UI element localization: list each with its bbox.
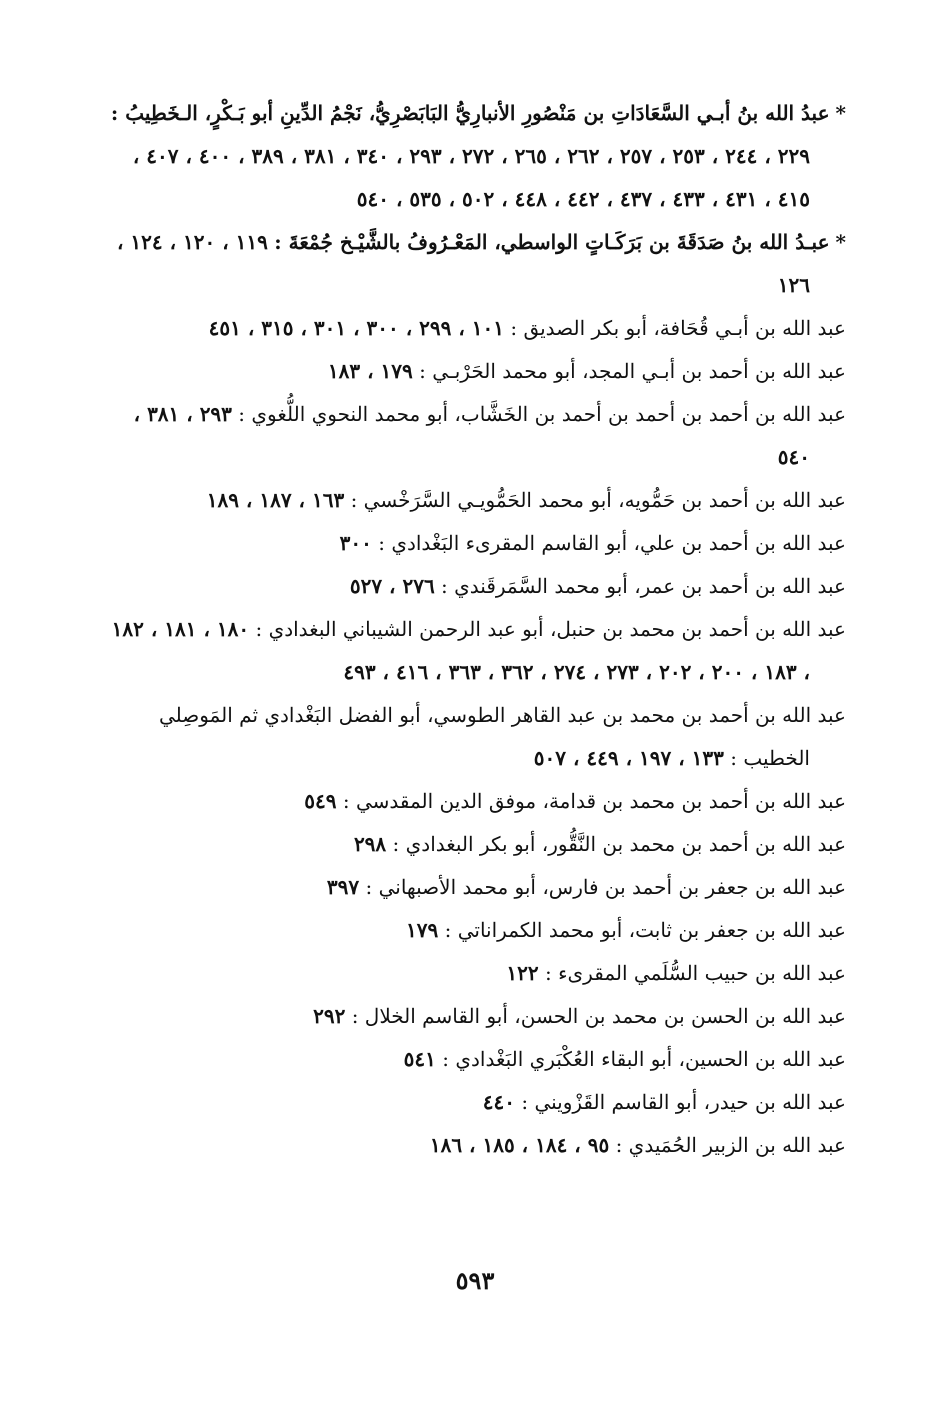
entry-name: عبد الله بن جعفر بن أحمد بن فارس، أبو محمد الأصبهاني : xyxy=(365,875,846,899)
index-entry xyxy=(100,1038,846,1081)
entry-name: عبـدُ الله بنُ صَدَقَةَ بن بَرَكَـاتٍ الواسطي، المَعْـرُوفُ بالشَّيْـخ جُمْعَةَ : xyxy=(274,230,830,254)
entry-marker: * xyxy=(835,230,846,254)
entry-name: عبد الله بن أبـي قُحَافة، أبو بكر الصديق : xyxy=(510,316,846,340)
index-entry xyxy=(100,522,846,565)
entry-pages: ٢٩٨ xyxy=(353,832,387,856)
index-page xyxy=(100,92,846,1167)
entry-name: عبد الله بن الزبير الحُمَيدي : xyxy=(615,1133,846,1157)
entry-pages: ٣٩٧ xyxy=(326,875,360,899)
entry-pages: ١٢٢ xyxy=(506,961,539,985)
entry-name: عبد الله بن أحمد بن أبـي المجد، أبو محمد الحَرْبـي : xyxy=(419,359,846,383)
entry-name: عبد الله بن أحمد بن محمد بن النَّقُّور، أبو بكر البغدادي : xyxy=(392,832,846,856)
entry-name: عبد الله بن أحمد بن علي، أبو القاسم المقرىء البَغْدادي : xyxy=(378,531,846,555)
page-number: ٥٩٣ xyxy=(455,1266,495,1295)
entry-pages: ٥٤٩ xyxy=(304,789,337,813)
index-entry xyxy=(100,866,846,909)
entry-pages: ١٧٩ ، ١٨٣ xyxy=(327,359,413,383)
entry-name: عبد الله بن الحسن بن محمد بن الحسن، أبو القاسم الخلال : xyxy=(351,1004,846,1028)
entry-name: عبد الله بن الحسين، أبو البقاء العُكْبَري البَغْدادي : xyxy=(442,1047,846,1071)
index-entry xyxy=(100,221,846,307)
entry-pages: ٢٩٣ ، ٣٨١ ، ٥٤٠ xyxy=(133,402,810,469)
index-entry xyxy=(100,307,846,350)
index-entry xyxy=(100,995,846,1038)
entry-name: عبد الله بن أحمد بن محمد بن عبد القاهر الطوسي، أبو الفضل البَغْدادي ثم المَوصِلي الخطيب : xyxy=(158,703,846,770)
index-entry xyxy=(100,565,846,608)
index-entry xyxy=(100,909,846,952)
entry-pages: ١٧٩ xyxy=(406,918,439,942)
entry-pages: ٣٠٠ xyxy=(339,531,372,555)
entry-pages: ١٣٣ ، ١٩٧ ، ٤٤٩ ، ٥٠٧ xyxy=(533,746,724,770)
index-entry xyxy=(100,393,846,479)
entry-name: عبد الله بن أحمد بن أحمد بن أحمد بن الخَشَّاب، أبو محمد النحوي اللُّغوي : xyxy=(238,402,846,426)
entry-pages: ٢٢٩ ، ٢٤٤ ، ٢٥٣ ، ٢٥٧ ، ٢٦٢ ، ٢٦٥ ، ٢٧٢ ، ٢٩٣ ، ٣٤٠ ، ٣٨١ ، ٣٨٩ ، ٤٠٠ ، ٤٠٧ ، ٤١٥ ، ٤٣١ ، ٤٣٣ ، ٤٣٧ ، ٤٤٢ ، ٤٤٨ ، ٥٠٢ ، ٥٣٥ ، ٥٤٠ xyxy=(132,144,810,211)
entry-pages: ٢٧٦ ، ٥٢٧ xyxy=(349,574,435,598)
entry-name: عبد الله بن جعفر بن ثابت، أبو محمد الكمراناتي : xyxy=(444,918,846,942)
index-entry xyxy=(100,1081,846,1124)
entry-name: عبد الله بن حبيب السُّلَمي المقرىء : xyxy=(545,961,846,985)
index-entry xyxy=(100,608,846,694)
entry-pages: ٤٤٠ xyxy=(482,1090,516,1114)
entry-name: عبدُ الله بنُ أبـي السَّعَادَاتِ بن مَنْصُورِ الأنبارِيُّ البَابَصْرِيُّ، نَجْمُ الدِّينِ أبو بَـكْرٍ، الـخَطِيبُ : xyxy=(110,101,830,125)
entry-name: عبد الله بن حيدر، أبو القاسم القَزْويني : xyxy=(521,1090,846,1114)
entry-pages: ١٦٣ ، ١٨٧ ، ١٨٩ xyxy=(206,488,345,512)
index-entry xyxy=(100,350,846,393)
index-entry xyxy=(100,694,846,780)
index-entry xyxy=(100,823,846,866)
entry-pages: ١٨٠ ، ١٨١ ، ١٨٢ ، ١٨٣ ، ٢٠٠ ، ٢٠٢ ، ٢٧٣ ، ٢٧٤ ، ٣٦٢ ، ٣٦٣ ، ٤١٦ ، ٤٩٣ xyxy=(111,617,810,684)
entry-pages: ٥٤١ xyxy=(403,1047,436,1071)
entry-name: عبد الله بن أحمد بن حَمُّويه، أبو محمد الحَمُّويـي السَّرَخْسي : xyxy=(350,488,846,512)
index-entry xyxy=(100,479,846,522)
index-entry xyxy=(100,780,846,823)
entry-name: عبد الله بن أحمد بن محمد بن حنبل، أبو عبد الرحمن الشيباني البغدادي : xyxy=(255,617,846,641)
entry-pages: ١١٩ ، ١٢٠ ، ١٢٤ ، ١٢٦ xyxy=(117,230,810,297)
entry-pages: ٩٥ ، ١٨٤ ، ١٨٥ ، ١٨٦ xyxy=(429,1133,610,1157)
entry-name: عبد الله بن أحمد بن عمر، أبو محمد السَّمَرقَندي : xyxy=(441,574,846,598)
entry-name: عبد الله بن أحمد بن محمد بن قدامة، موفق الدين المقدسي : xyxy=(342,789,846,813)
index-entry xyxy=(100,92,846,221)
entry-marker: * xyxy=(835,101,846,125)
entry-pages: ١٠١ ، ٢٩٩ ، ٣٠٠ ، ٣٠١ ، ٣١٥ ، ٤٥١ xyxy=(208,316,504,340)
index-entry xyxy=(100,1124,846,1167)
entry-pages: ٢٩٢ xyxy=(313,1004,346,1028)
index-entry xyxy=(100,952,846,995)
